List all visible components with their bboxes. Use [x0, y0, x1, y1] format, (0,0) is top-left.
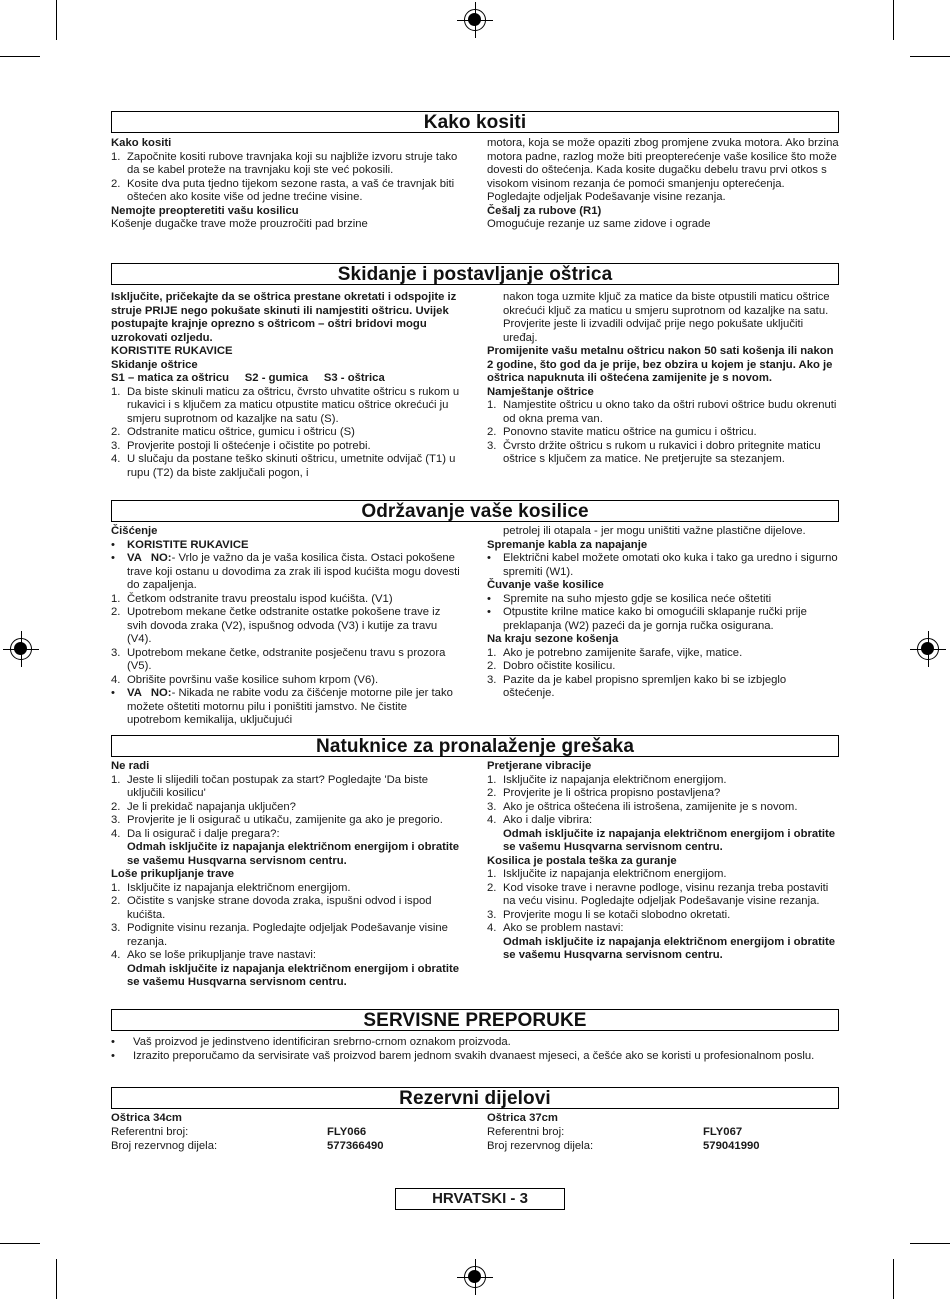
section-title: SERVISNE PREPORUKE — [111, 1009, 839, 1031]
subheading: Čuvanje vaše kosilice — [487, 579, 604, 591]
part-value: 579041990 — [703, 1140, 760, 1152]
list-item: 1. Četkom odstranite travu preostalu ispod kućišta. (V1) — [111, 592, 393, 605]
right-column — [487, 291, 839, 480]
list-item: 2. Je li prekidač napajanja uključen? — [111, 800, 296, 813]
paragraph: motora, koja se može opaziti zbog promjene zvuka motora. Ako brzina motora padne, razlog može biti preopterećenje vaše kosilice što može dovesti do oštećenja. Kada kosite dugačku debelu travu prvi otkos s visokom visinom rezanja će pomoći smanjenju opterećenja. Pogledajte odjeljak Podešavanje visine rezanja. — [487, 137, 839, 203]
section-kako-kositi — [111, 111, 839, 232]
crop-mark — [56, 1259, 57, 1299]
crop-mark — [0, 56, 40, 57]
bullet-item: • VA NO:- Vrlo je važno da je vaša kosilica čista. Ostaci pokošene trave koji ostanu u dovodima za zrak ili ispod kućišta mogu dovesti do zapaljenja. — [111, 552, 460, 591]
section-odrzavanje — [111, 500, 839, 728]
warning-text: Odmah isključite iz napajanja električnom energijom i obratite se vašemu Husqvarna servisnom centru. — [127, 962, 460, 988]
crop-mark — [0, 1243, 40, 1244]
part-value: 577366490 — [327, 1140, 384, 1152]
list-item: 1. Ako je potrebno zamijenite šarafe, vijke, matice. — [487, 646, 743, 659]
list-item: 3. Upotrebom mekane četke, odstranite posječenu travu s prozora (V5). — [111, 646, 446, 672]
paragraph: Omogućuje rezanje uz same zidove i ograde — [487, 218, 711, 230]
list-item: 2. Očistite s vanjske strane dovoda zraka, ispušni odvod i ispod kućišta. — [111, 895, 432, 921]
bullet-item: • Otpustite krilne matice kako bi omogućili sklapanje ručki prije preklapanja (W2) pazeći da je gornja ručka osigurana. — [487, 606, 807, 632]
paragraph: petrolej ili otapala - jer mogu uništiti važne plastične dijelove. — [503, 525, 806, 537]
list-item: 1. Jeste li slijedili točan postupak za start? Pogledajte 'Da biste uključili kosilicu' — [111, 773, 429, 799]
part-label: Broj rezervnog dijela: — [111, 1140, 218, 1152]
right-column — [487, 760, 839, 990]
list-item: 3. Provjerite mogu li se kotači slobodno okretati. — [487, 908, 731, 921]
subheading: Loše prikupljanje trave — [111, 868, 235, 880]
list-item: 2. Kod visoke trave i neravne podloge, visinu rezanja treba postaviti na veću visinu. Pogledajte odjeljak Podešavanje visine rezanja. — [487, 881, 829, 907]
subheading: Kako kositi — [111, 137, 172, 149]
list-item: 3. Pazite da je kabel propisno spremljen kako bi se izbjeglo oštećenje. — [487, 673, 787, 699]
warning-text: Odmah isključite iz napajanja električnom energijom i obratite se vašemu Husqvarna servisnom centru. — [503, 827, 836, 853]
part-heading: Oštrica 37cm — [487, 1112, 558, 1124]
registration-mark-icon — [917, 638, 939, 660]
warning-text: Isključite, pričekajte da se oštrica prestane okretati i odspojite iz struje PRIJE nego pokušate skinuti ili namjestiti oštricu. Uvijek postupajte krajnje oprezno s oštricom – oštri bridovi mogu uzrokovati ozljedu. — [111, 291, 457, 344]
part-label: Broj rezervnog dijela: — [487, 1140, 594, 1152]
list-item: 1. Isključite iz napajanja električnom energijom. — [111, 881, 351, 894]
list-item: 4. U slučaju da postane teško skinuti oštricu, umetnite odvijač (T1) u rupu (T2) da biste zaključali pogon, i — [111, 453, 456, 479]
bullet-item: • KORISTITE RUKAVICE — [111, 538, 249, 551]
registration-mark-icon — [464, 1266, 486, 1288]
parts-right — [487, 1111, 839, 1153]
bullet-item: • Spremite na suho mjesto gdje se kosilica neće oštetiti — [487, 592, 772, 605]
subheading: Kosilica je postala teška za guranje — [487, 854, 677, 867]
list-item: 4. Ako se loše prikupljanje trave nastavi: — [111, 949, 317, 961]
subheading: Spremanje kabla za napajanje — [487, 538, 648, 551]
subheading: Namještanje oštrice — [487, 385, 594, 398]
list-item: 2. Kosite dva puta tjedno tijekom sezone rasta, a vaš će travnjak biti oštećen ako kosite više od jedne trećine visine. — [111, 177, 455, 203]
warning-text: Odmah isključite iz napajanja električnom energijom i obratite se vašemu Husqvarna servisnom centru. — [503, 935, 836, 961]
paragraph: nakon toga uzmite ključ za matice da biste otpustili maticu oštrice okrećući ključ za maticu u smjeru suprotnom od kazaljke na satu. Provjerite jeste li izvadili odvijač prije nego pokušate uključiti uređaj. — [503, 291, 830, 344]
registration-mark-icon — [464, 9, 486, 31]
subheading: Skidanje oštrice — [111, 358, 198, 371]
paragraph: Košenje dugačke trave može prouzročiti pad brzine — [111, 218, 368, 230]
list-item: 2. Odstranite maticu oštrice, gumicu i oštricu (S) — [111, 426, 355, 438]
registration-mark-icon — [10, 638, 32, 660]
right-column — [487, 137, 839, 232]
ref-label: Referentni broj: — [111, 1126, 189, 1138]
list-item: 4. Ako i dalje vibrira: — [487, 814, 593, 826]
list-item: 4. Ako se problem nastavi: — [487, 922, 624, 934]
list-item: 4. Da li osigurač i dalje pregara?: — [111, 827, 280, 840]
gloves-text: KORISTITE RUKAVICE — [111, 345, 233, 357]
list-item: 3. Provjerite je li osigurač u utikaču, zamijenite ga ako je pregorio. — [111, 814, 443, 826]
ref-label: Referentni broj: — [487, 1126, 565, 1138]
left-column — [111, 291, 463, 480]
list-item: 3. Podignite visinu rezanja. Pogledajte odjeljak Podešavanje visine rezanja. — [111, 922, 448, 948]
subheading: Na kraju sezone košenja — [487, 633, 619, 645]
crop-mark — [910, 1243, 950, 1244]
section-skidanje — [111, 263, 839, 480]
list-item: 3. Čvrsto držite oštricu s rukom u rukavici i dobro pritegnite maticu oštrice s ključem za matice. Ne pretjerujte sa stezanjem. — [487, 439, 821, 465]
parts-left — [111, 1111, 463, 1153]
note-label: VA NO: — [127, 687, 172, 699]
right-column — [487, 525, 839, 728]
subheading: Češalj za rubove (R1) — [487, 204, 602, 217]
crop-mark — [56, 0, 57, 40]
part-heading: Oštrica 34cm — [111, 1112, 182, 1124]
bullet-item: • VA NO:- Nikada ne rabite vodu za čišćenje motorne pile jer tako možete oštetiti motornu pilu i poništiti jamstvo. Ne čistite upotrebom kemikalija, uključujući — [111, 687, 453, 726]
page-footer: HRVATSKI - 3 — [395, 1188, 565, 1210]
list-item: 1. Namjestite oštricu u okno tako da oštri rubovi oštrice budu okrenuti od okna prema van. — [487, 399, 837, 425]
subheading: Pretjerane vibracije — [487, 760, 592, 772]
section-servisne-preporuke — [111, 1009, 839, 1063]
warning-text: Odmah isključite iz napajanja električnom energijom i obratite se vašemu Husqvarna servisnom centru. — [127, 841, 460, 867]
bullet-item: • Izrazito preporučamo da servisirate vaš proizvod barem jednom svakih dvanaest mjeseci, a češće ako se koristi u profesionalnom poslu. — [111, 1050, 815, 1062]
left-column — [111, 760, 463, 990]
list-item: 3. Provjerite postoji li oštećenje i očistite po potrebi. — [111, 439, 371, 452]
warning-text: Promijenite vašu metalnu oštricu nakon 50 sati košenja ili nakon 2 godine, što god da je prije, bez obzira u kojem je stanju. Ako je oštrica napuknuta ili oštećena zamijenite je s novom. — [487, 345, 834, 384]
note-label: VA NO: — [127, 552, 172, 564]
left-column — [111, 525, 463, 728]
list-item: 2. Upotrebom mekane četke odstranite ostatke pokošene trave iz svih dovoda zraka (V2), ispušnog odvoda (V3) i kutije za travu (V4). — [111, 606, 441, 645]
list-item: 4. Obrišite površinu vaše kosilice suhom krpom (V6). — [111, 673, 379, 686]
list-item: 1. Isključite iz napajanja električnom energijom. — [487, 868, 727, 880]
section-title: Kako kositi — [111, 111, 839, 133]
ref-value: FLY066 — [327, 1126, 367, 1138]
bullet-item: • Električni kabel možete omotati oko kuka i tako ga uredno i sigurno spremiti (W1). — [487, 552, 838, 578]
crop-mark — [910, 56, 950, 57]
crop-mark — [893, 0, 894, 40]
section-title: Skidanje i postavljanje oštrica — [111, 263, 839, 285]
left-column — [111, 137, 463, 232]
list-item: 2. Provjerite je li oštrica propisno postavljena? — [487, 787, 721, 799]
bullet-item: • Vaš proizvod je jedinstveno identificiran srebrno-crnom oznakom proizvoda. — [111, 1036, 511, 1048]
list-item: 2. Dobro očistite kosilicu. — [487, 660, 616, 672]
list-item: 3. Ako je oštrica oštećena ili istrošena, zamijenite je s novom. — [487, 800, 798, 813]
crop-mark — [893, 1259, 894, 1299]
section-title: Natuknice za pronalaženje grešaka — [111, 735, 839, 757]
subheading: Nemojte preopteretiti vašu kosilicu — [111, 204, 299, 217]
ref-value: FLY067 — [703, 1126, 743, 1138]
section-natuknice — [111, 735, 839, 990]
legend-text: S1 – matica za oštricu S2 - gumica S3 - oštrica — [111, 372, 385, 384]
subheading: Ne radi — [111, 760, 150, 772]
list-item: 2. Ponovno stavite maticu oštrice na gumicu i oštricu. — [487, 426, 757, 438]
list-item: 1. Isključite iz napajanja električnom energijom. — [487, 773, 727, 786]
list-item: 1. Da biste skinuli maticu za oštricu, čvrsto uhvatite oštricu s rukom u rukavici i s ključem za maticu otpustite maticu oštrice okrećući ju smjeru suprotnom od kazaljke na satu (S). — [111, 385, 460, 425]
section-title: Održavanje vaše kosilice — [111, 500, 839, 522]
subheading: Čišćenje — [111, 525, 158, 537]
section-title: Rezervni dijelovi — [111, 1087, 839, 1109]
list-item: 1. Započnite kositi rubove travnjaka koji su najbliže izvoru struje tako da se kabel proteže na travnjaku koji ste već pokosili. — [111, 150, 458, 176]
section-rezervni-dijelovi — [111, 1087, 839, 1153]
